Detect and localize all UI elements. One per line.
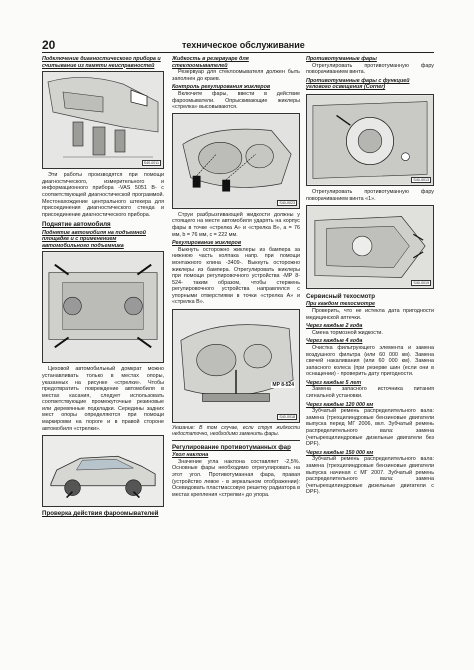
fog-title: Противотуманные фары: [306, 56, 377, 62]
interval-5y-body: Замена запасного источника питания сигнальной установки.: [306, 386, 434, 400]
lift-title: Поднятие автомобиля: [42, 221, 111, 229]
interval-4y-body: Очистка фильтрующего элемента и замена воздушного фильтра (или 60 000 км). Замена свечей накаливания (или 60 000 км). Замена запасного колеса (при резерве шин (если они в оснащении) - проверить дату пригодности.: [306, 344, 434, 378]
column-left: [42, 56, 164, 518]
angle-title: Угол наклона: [172, 452, 209, 459]
underbody-drawing: [43, 252, 163, 362]
corner-title: Противотуманные фары с функцией углового освещения (Corner): [306, 77, 410, 91]
page-header: [42, 38, 434, 53]
figure-code: S40-0023: [279, 200, 295, 205]
reservoir-body: Резервуар для стеклоомывателя должен быть заполнен до краев.: [172, 69, 300, 82]
fog-body: Отрегулировать противотуманную фару поворачиванием винта.: [306, 62, 434, 76]
fog-adjust-title: Регулирование противотуманных фар: [172, 444, 291, 452]
reservoir-title: Жидкость в резервуаре для стеклоомывателей: [172, 56, 249, 69]
corner-body: Отрегулировать противотуманную фару поворачиванием винта «1».: [306, 188, 434, 202]
headlamp-spray-drawing: [173, 114, 299, 208]
each-service-body: Проверить, что не истекла дата пригодности медицинской аптечки.: [306, 307, 434, 321]
interval-2y-title: Через каждые 2 года: [306, 323, 363, 330]
nozzle-control-title: Контроль регулирования жиклеров: [172, 84, 271, 91]
interval-120k-body: Зубчатый ремень распределительного вала: замена (трехцилиндровые бензиновые двигатели выпуска перед МГ 2006, вкл. Зубчатый ремень распределительного вала: замена (четырехцилиндровые дизельные двигатели без DPF).: [306, 408, 434, 448]
interval-150k-title: Через каждые 150 000 км: [306, 449, 374, 456]
page-number: 20: [42, 38, 56, 52]
nozzle-adjust-body: Выкнуть осторожно жиклеры из бампера за нижнюю часть колпака напр. при помощи монтажного клина -3409-. Выкнуть осторожно жиклеры из бампера. Отрегулировать жиклеры при помощи регулировочного устройства -MP 8-524- таким образом, чтобы стержень регулировочного устройства направлялся с упорными отверстиями в точки «стрелка A» и «стрелка B».: [172, 246, 300, 306]
lift-points-figure: [42, 251, 164, 363]
tool-label: MP 8-524: [272, 382, 294, 389]
washer-check-title: Проверка действия фароомывателей: [42, 510, 159, 518]
diag-title: Подключение диагностического прибора и считывание из памяти неисправностей: [42, 56, 161, 69]
corner-lamp-figure: [306, 205, 434, 289]
headlamp-tool-drawing: [173, 310, 299, 422]
service-title: Сервисный техосмотр: [306, 293, 376, 301]
nozzle-spray-body: Струи разбрызгивающей жидкости должны у стоящего на месте автомобиля ударять на корпус фары в точке «стрелка A» и «стрелка B», a = 76 мм, b = 76 мм, c = 222 мм.: [172, 211, 300, 238]
column-right: [306, 56, 434, 496]
note-text: Указание: В том случае, если струя жидкости недостаточно, необходимо заменить фары.: [172, 425, 300, 438]
adjust-tool-figure: [172, 309, 300, 423]
divider: [172, 440, 300, 441]
car-side-drawing: [43, 436, 163, 506]
car-side-figure: [42, 435, 164, 507]
figure-code: S40-0013: [413, 177, 429, 182]
figure-code: S40-0011: [143, 161, 159, 166]
fog-lamp-figure: [306, 94, 434, 186]
figure-code: S40-0018: [279, 415, 295, 420]
diagnostic-connector-figure: [42, 71, 164, 169]
nozzle-spray-figure: [172, 113, 300, 209]
lift-body: Цеховой автомобильный домкрат можно устанавливать только в местах опоры, указанных на рисунке «стрелки». Чтобы предотвратить повреждение автомобиля в местах касания, следует использовать соответствующие промежуточные резиновые или деревянные подкладки. Середины задних мест опоры определяются при помощи маркировки на пороге и в правой стороне автомобиля «стрелки».: [42, 366, 164, 432]
page-title: техническое обслуживание: [182, 40, 305, 50]
interval-5y-title: Через каждые 5 лет: [306, 379, 362, 386]
diag-body: Эти работы производятся при помощи диагностического, измерительного и информационного прибора -VAS 5051 B- с соответствующей диагностической программой. Местонахождение центрального штекера для присоединения диагностического стенда и присоединение диагностического прибора.: [42, 172, 164, 218]
angle-body: Значение угла наклона составляет -2,5%. Основные фары необходимо отрегулировать на этот угол. Противотуманная фара, правая (устройство левое - в зеркальном отображении): Осевидовать пластмассовую решетку радиатора в местах крепления «стрелки» до упора.: [172, 458, 300, 498]
interval-2y-body: Смена тормозной жидкости.: [312, 329, 383, 336]
figure-code: S40-0019: [413, 281, 429, 286]
nozzle-adjust-title: Регулирование жиклеров: [172, 240, 242, 247]
fog-lamp-drawing: [307, 95, 433, 185]
interval-120k-title: Через каждые 120 000 км: [306, 401, 374, 408]
column-middle: [172, 56, 300, 498]
corner-lamp-drawing: [307, 206, 433, 288]
interval-150k-body: Зубчатый ремень распределительного вала: замена (трехцилиндровые бензиновые двигатели выпуска начиная с МГ 2007. Зубчатый ремень распределительного вала: замена (четырехцилиндровые дизельные двигатели с DPF).: [306, 456, 434, 496]
nozzle-control-body: Включите фары, ввести в действие фароомыватели. Опрыскивающие жиклеры «стрелка» высовываются.: [172, 90, 300, 111]
pedal-area-drawing: [43, 72, 163, 168]
interval-4y-title: Через каждые 4 года: [306, 338, 363, 345]
each-service-title: При каждом техосмотре: [306, 301, 376, 308]
lift-subtitle: Поднятие автомобиля на подъемной площадке и с применением автомобильного подъемника: [42, 229, 146, 249]
